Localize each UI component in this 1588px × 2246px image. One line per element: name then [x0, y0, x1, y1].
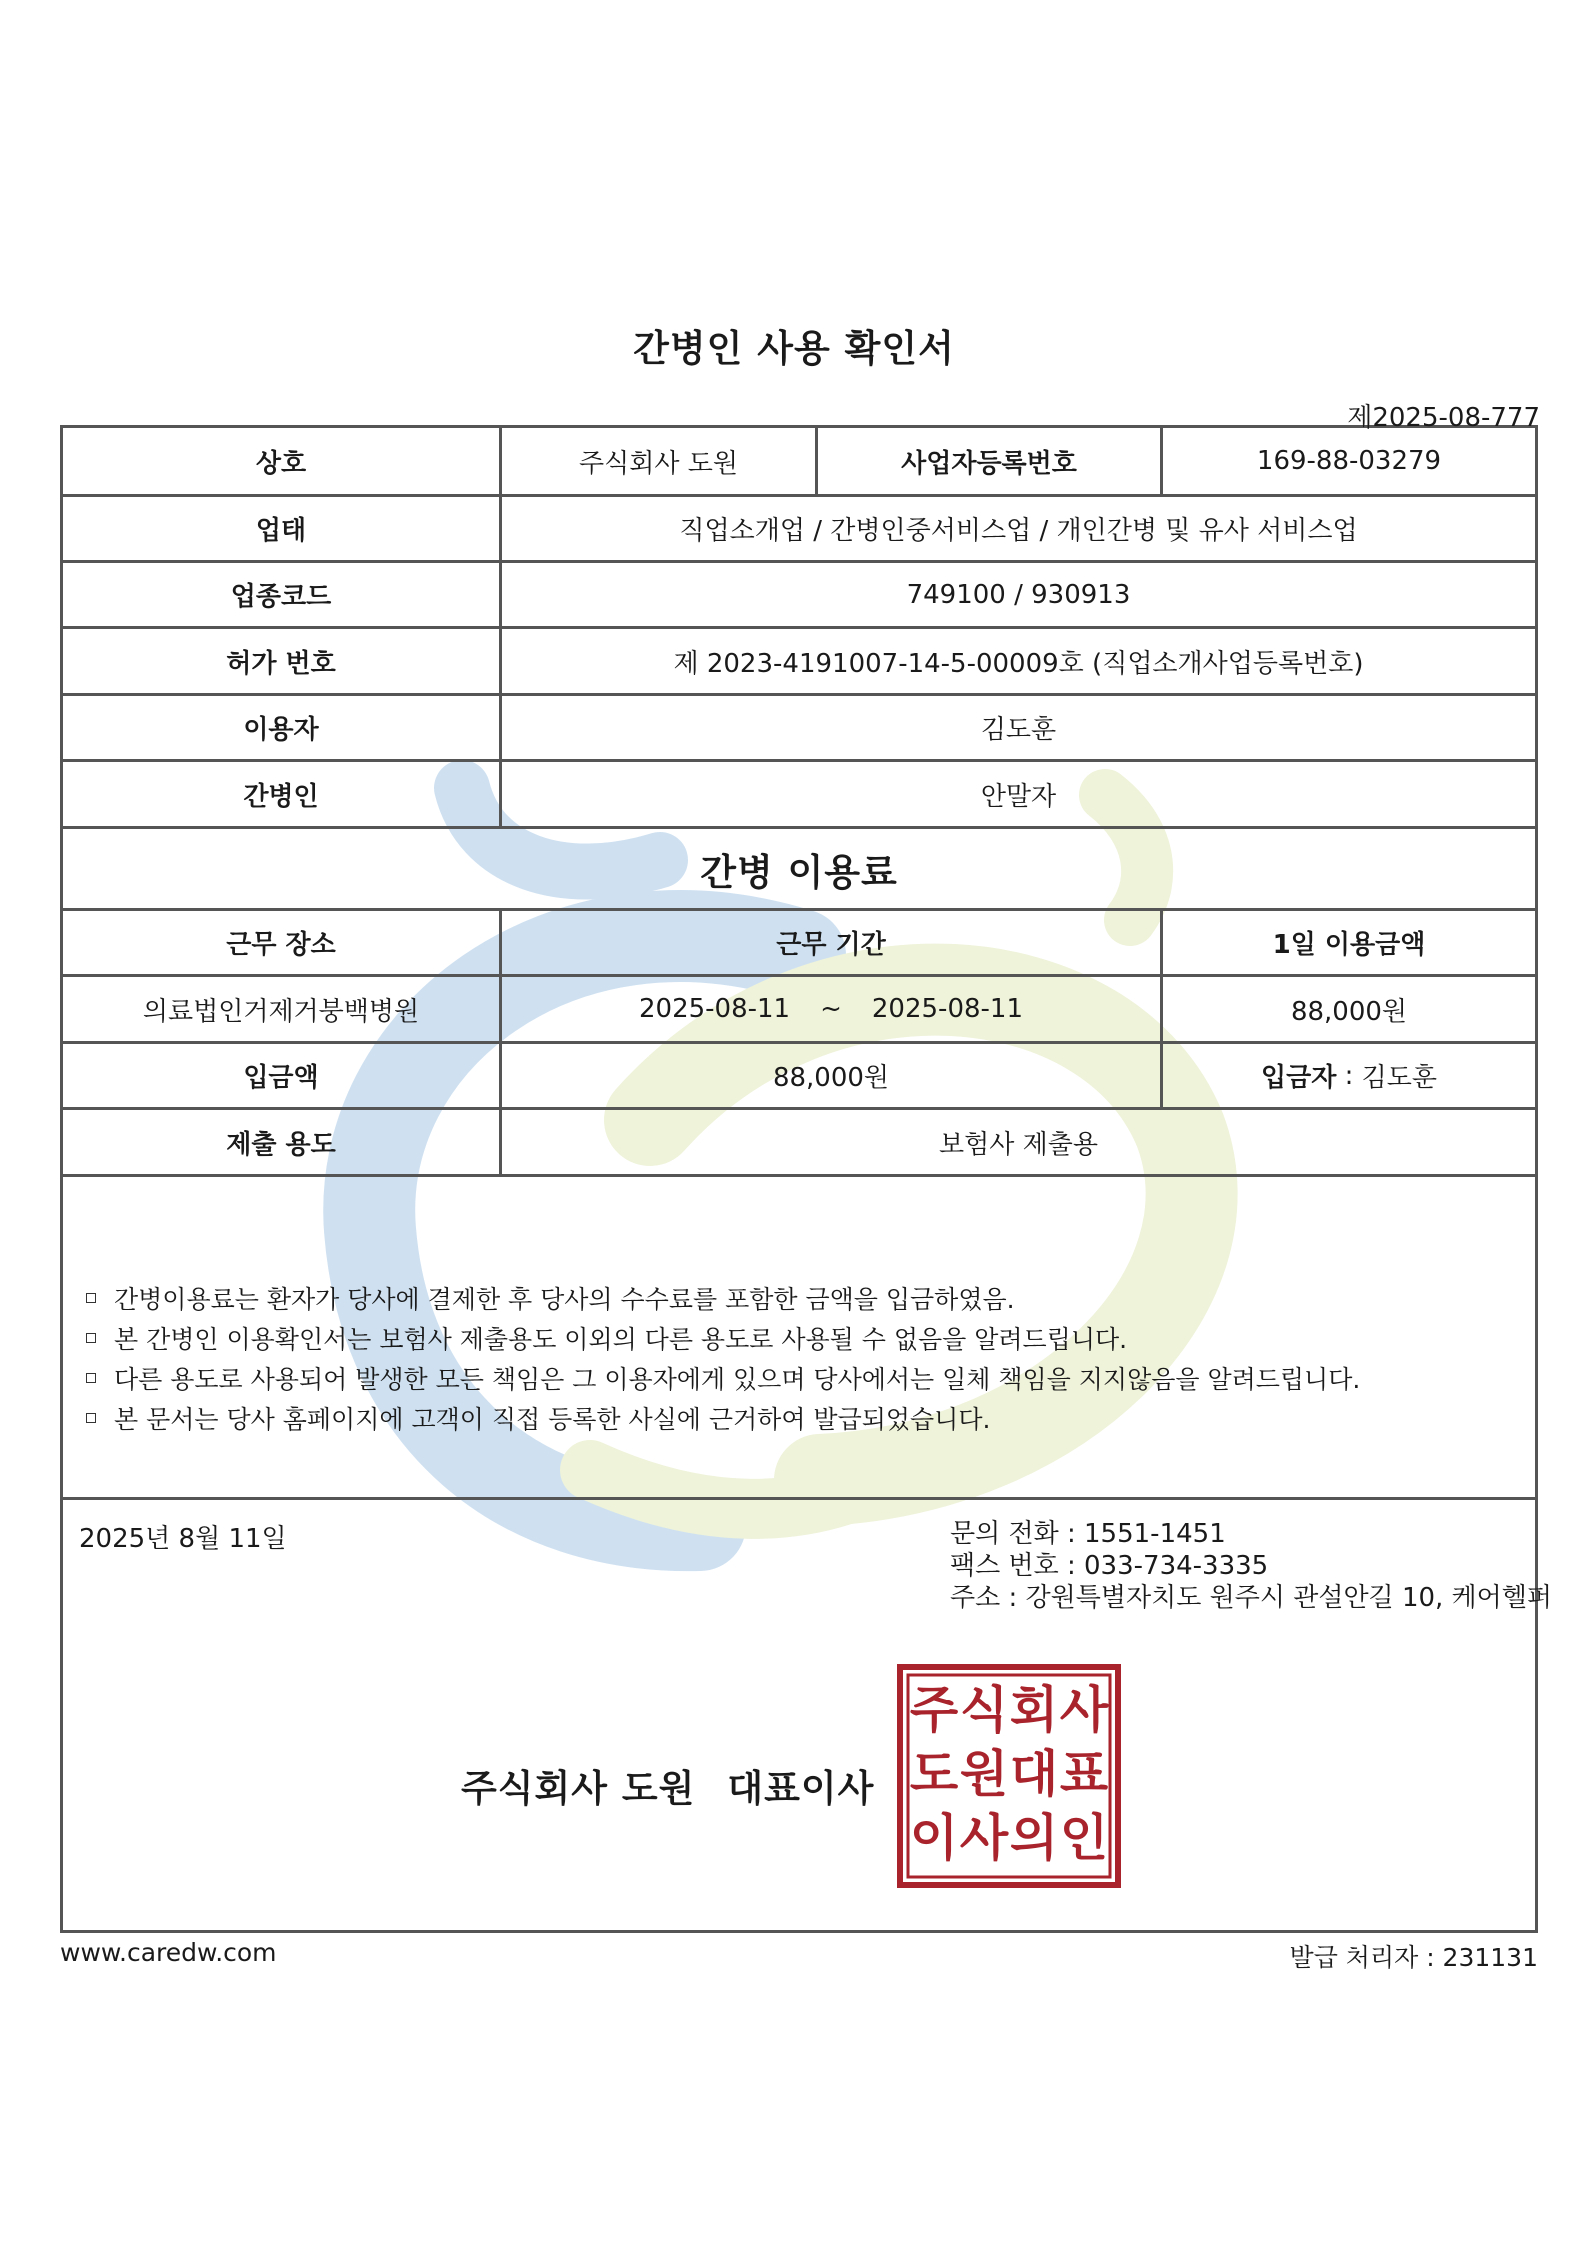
- company-seal-stamp: [897, 1664, 1121, 1888]
- caregiver-label: 간병인: [243, 781, 319, 812]
- notice-item: 본 문서는 당사 홈페이지에 고객이 직접 등록한 사실에 근거하여 발급되었습니다.: [86, 1398, 1360, 1438]
- company-label: 상호: [255, 448, 307, 479]
- notice-item: 간병이용료는 환자가 당사에 결제한 후 당사의 수수료를 포함한 금액을 입금하였음.: [86, 1278, 1360, 1318]
- user-label: 이용자: [243, 715, 319, 745]
- period-separator: ~: [820, 994, 842, 1024]
- notice-list: [86, 1278, 1360, 1438]
- work-place-value: 의료법인거제거붕백병원: [142, 996, 420, 1027]
- seal-character: 주: [909, 1681, 959, 1739]
- seal-character: 이: [909, 1809, 959, 1867]
- period-end: 2025-08-11: [871, 994, 1023, 1024]
- bullet-square-icon: [86, 1373, 96, 1383]
- document-title: 간병인 사용 확인서: [633, 327, 955, 370]
- permit-number-label: 허가 번호: [226, 648, 336, 679]
- caregiver-value: 안말자: [980, 781, 1057, 812]
- row-divider: [60, 1497, 1538, 1500]
- seal-character: 식: [959, 1681, 1009, 1739]
- purpose-value: 보험사 제출용: [939, 1129, 1098, 1160]
- website-url: www.caredw.com: [60, 1938, 277, 1967]
- seal-character: 도: [909, 1745, 959, 1803]
- row-divider: [60, 1174, 1538, 1177]
- user-value: 김도훈: [980, 715, 1057, 745]
- industry-code-value: 749100 / 930913: [906, 579, 1131, 610]
- signature-company: 주식회사 도원: [461, 1767, 696, 1810]
- bizno-value: 169-88-03279: [1256, 446, 1442, 476]
- daily-fee-label: 1일 이용금액: [1272, 930, 1426, 960]
- seal-character: 사: [1059, 1681, 1109, 1739]
- purpose-label: 제출 용도: [226, 1129, 336, 1160]
- depositor-value: 김도훈: [1361, 1063, 1437, 1093]
- signature-line: [461, 1758, 874, 1812]
- contact-fax: 팩스 번호 : 033-734-3335: [950, 1551, 1269, 1581]
- bullet-square-icon: [86, 1293, 96, 1303]
- contact-info: [950, 1518, 1552, 1614]
- deposit-amount-value: 88,000원: [772, 1063, 890, 1093]
- business-type-label: 업태: [255, 516, 307, 546]
- seal-character: 인: [1059, 1809, 1109, 1867]
- work-period-value: [502, 977, 1160, 1041]
- document-number: 제2025-08-777: [1347, 403, 1540, 433]
- bizno-label: 사업자등록번호: [901, 448, 1077, 479]
- work-place-label: 근무 장소: [226, 930, 336, 960]
- fee-section-title: 간병 이용료: [700, 850, 898, 894]
- period-start: 2025-08-11: [638, 994, 791, 1024]
- notice-item: 다른 용도로 사용되어 발생한 모든 책임은 그 이용자에게 있으며 당사에서는 일체 책임을 지지않음을 알려드립니다.: [86, 1358, 1360, 1398]
- seal-character: 회: [1009, 1681, 1059, 1739]
- seal-character: 표: [1059, 1745, 1109, 1803]
- issue-date: 2025년 8월 11일: [79, 1524, 287, 1554]
- contact-phone: 문의 전화 : 1551-1451: [950, 1519, 1226, 1549]
- company-value: 주식회사 도원: [579, 448, 738, 479]
- notice-item: 본 간병인 이용확인서는 보험사 제출용도 이외의 다른 용도로 사용될 수 없음을 알려드립니다.: [86, 1318, 1360, 1358]
- permit-number-value: 제 2023-4191007-14-5-00009호 (직업소개사업등록번호): [673, 648, 1364, 679]
- bullet-square-icon: [86, 1413, 96, 1423]
- contact-address: 주소 : 강원특별자치도 원주시 관설안길 10, 케어헬퍼: [950, 1583, 1553, 1613]
- seal-character: 의: [1009, 1809, 1059, 1867]
- depositor: [1163, 1044, 1535, 1107]
- daily-fee-value: 88,000원: [1290, 996, 1408, 1027]
- business-type-value: 직업소개업 / 간병인중서비스업 / 개인간병 및 유사 서비스업: [679, 516, 1358, 546]
- seal-character: 대: [1009, 1745, 1059, 1803]
- signature-role: 대표이사: [727, 1767, 875, 1810]
- bullet-square-icon: [86, 1333, 96, 1343]
- deposit-amount-label: 입금액: [243, 1063, 319, 1093]
- issuer-id: 발급 처리자 : 231131: [1289, 1943, 1538, 1972]
- seal-character: 사: [959, 1809, 1009, 1867]
- seal-character: 원: [959, 1745, 1009, 1803]
- depositor-label: 입금자: [1260, 1063, 1337, 1093]
- depositor-separator: :: [1336, 1060, 1362, 1091]
- industry-code-label: 업종코드: [230, 582, 332, 612]
- work-period-label: 근무 기간: [776, 930, 886, 960]
